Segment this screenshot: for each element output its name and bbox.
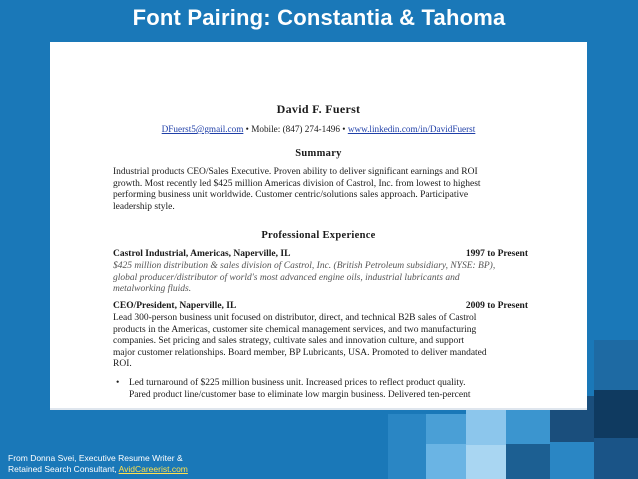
company-description — [113, 261, 528, 296]
bullet-dot: • — [116, 378, 120, 388]
credit-line-2: Retained Search Consultant, — [8, 464, 117, 474]
mobile-number: Mobile: (847) 274-1496 — [251, 124, 340, 134]
resume-name: David F. Fuerst — [276, 102, 361, 116]
role-line: companies. Set pricing and sales strategy, cultivate sales and innovation culture, and support — [113, 336, 465, 347]
bullet-line: Led turnaround of $225 million business unit. Increased prices to reflect product quality. — [129, 378, 466, 388]
role-line: Lead 300-person business unit focused on distributor, direct, and technical B2B sales of Castrol — [113, 313, 477, 323]
summary-line: Industrial products CEO/Sales Executive. Proven ability to deliver significant earnings and ROI — [113, 167, 478, 177]
role-line: major customer relationships. Board member, BP Lubricants, USA. Promoted to deliver mandated — [113, 347, 487, 358]
separator: • — [245, 124, 249, 134]
role-line: ROI. — [113, 359, 132, 370]
company-desc-line: metalworking fluids. — [113, 284, 192, 295]
bullet-text — [129, 378, 528, 401]
role-title: CEO/President, Naperville, IL — [113, 301, 237, 311]
company-dates: 1997 to Present — [465, 249, 528, 259]
summary-line: leadership style. — [113, 201, 175, 212]
role-row — [113, 301, 528, 313]
slide-title: Font Pairing: Constantia & Tahoma — [132, 5, 506, 30]
role-line: products in the Americas, customer site chemical management services, and two manufacturing — [113, 324, 477, 335]
separator: • — [342, 124, 346, 134]
bullet-line: Pared product line/customer base to eliminate low margin business. Delivered ten-percent — [129, 389, 471, 400]
credit-line-1: From Donna Svei, Executive Resume Writer & — [8, 453, 183, 463]
email-link[interactable]: DFuerst5@gmail.com — [161, 124, 244, 134]
company-desc-line: global producer/distributor of world's most advanced engine oils, industrial lubricants and — [113, 272, 460, 283]
company-desc-line: $425 million distribution & sales division of Castrol, Inc. (British Petroleum subsidiary, NYSE: BP), — [113, 261, 496, 271]
summary-line: performing business unit worldwide. Customer centric/solutions sales approach. Participative — [113, 190, 469, 201]
summary-paragraph — [113, 167, 528, 213]
role-description — [113, 313, 528, 371]
role-dates: 2009 to Present — [465, 301, 528, 311]
contact-line — [50, 124, 587, 136]
summary-line: growth. Most recently led $425 million Americas division of Castrol, Inc. from lowest to highest — [113, 178, 481, 189]
summary-heading: Summary — [295, 148, 342, 159]
resume-document — [50, 42, 587, 410]
company-row — [113, 249, 528, 261]
company-name: Castrol Industrial, Americas, Naperville, IL — [113, 249, 291, 259]
credit-link[interactable]: AvidCareerist.com — [118, 464, 188, 474]
experience-heading: Professional Experience — [261, 230, 376, 241]
source-credit — [8, 453, 188, 475]
linkedin-link[interactable]: www.linkedin.com/in/DavidFuerst — [347, 124, 476, 134]
